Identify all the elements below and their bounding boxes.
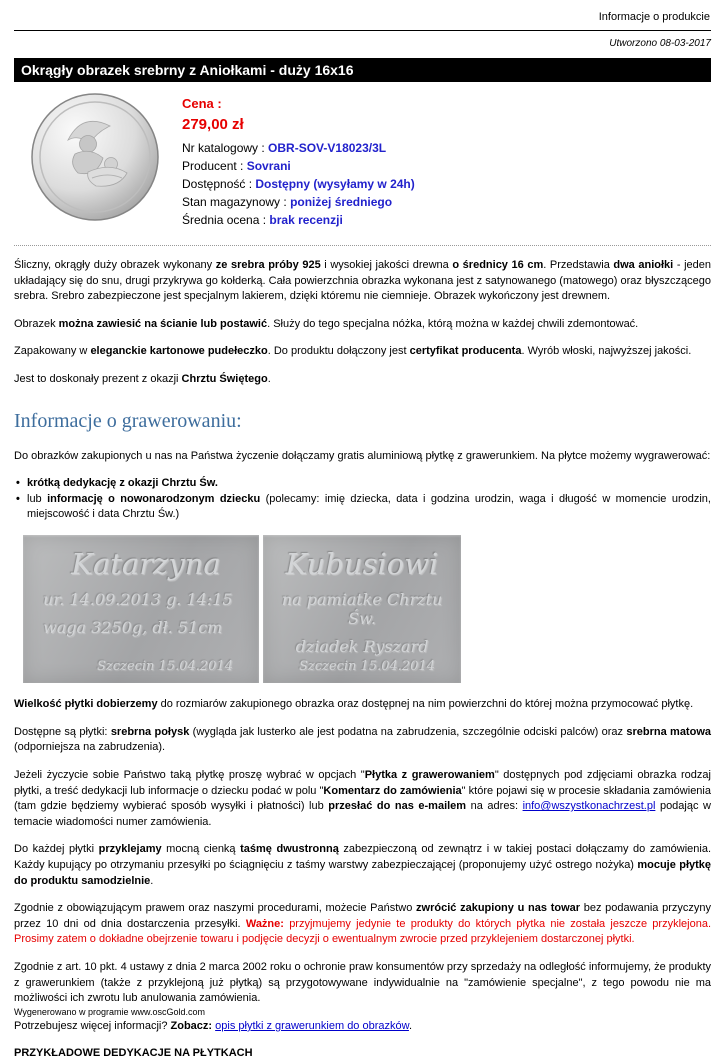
text-segment: Jest to doskonały prezent z okazji [14,373,182,386]
legal-paragraph [14,960,711,1007]
text-segment: można zawiesić na ścianie lub postawić [58,317,268,330]
text-segment: - jeden układający się do snu, drugi przykrywa go kołderką. Cała powierzchnia obrazka wykonana jest z satynowanego (matowego) oraz błyszczącego srebra. Srebro zabezpieczone jest specjalnym lakierem, dzięki któremu nie ciemnieje. Obrazek wykończony jest drewnem. [14,259,711,303]
text-segment: Dostępne są płytki: [14,725,111,738]
engraving-intro-paragraph [14,449,711,465]
text-segment: mocną cienką [161,843,241,856]
text-segment: Do obrazków zakupionych u nas na Państwa życzenie dołączamy gratis aluminiową płytkę z grawerunkiem. Na płytce możemy wygrawerować: [14,449,711,462]
text-segment: . [267,373,271,386]
engraving-options-list [14,476,711,523]
text-segment: srebrna matowa [626,725,711,738]
engraving-sample-plate-right [263,535,461,683]
created-date: Utworzono 08-03-2017 [609,38,711,49]
text-segment: (odporniejsza na zabrudzenia). [14,741,166,754]
text-segment: informację o nowonarodzonym dziecku [47,492,261,505]
ordering-instructions-paragraph [14,768,711,830]
text-segment: . Do produktu dołączony jest [267,345,410,358]
product-image [30,92,160,222]
text-segment: Zapakowany w [14,345,91,358]
dotted-divider [14,245,711,246]
text-segment: . [408,1019,413,1032]
field-average-rating [182,211,415,229]
email-link[interactable]: info@wszystkonachrzest.pl [522,800,656,813]
text-segment: (polecamy: imię dziecka, data i godzina urodzin, waga i długość w momencie urodzin, miejscowość i data Chrztu Św.) [27,492,711,521]
text-segment: Jeżeli życzycie sobie Państwo taką płytkę proszę wybrać w opcjach " [14,768,365,781]
text-segment: taśmę dwustronną [240,843,339,856]
price-label: Cena : [182,96,222,111]
field-catalog-number [182,139,415,157]
text-segment: o średnicy 16 cm [452,259,544,271]
plate-line: dziadek Ryszard [295,637,429,657]
text-segment: podając w temacie wiadomości numer zamówienia. [14,800,711,828]
text-segment: zabezpieczoną od zewnątrz i w takiej postaci dołączamy do zamówienia. Każdy kupujący po otrzymaniu przesyłki po ściągnięciu z taśmy warstwy zabezpieczającej (proponujemy użyć ostrego nożyka) [14,843,711,871]
text-segment: przyklejamy [98,843,162,856]
text-segment: mocuje płytkę do produktu samodzielnie [14,858,712,887]
description-paragraph [14,317,711,333]
more-info-paragraph [14,1019,711,1035]
plate-line: waga 3250g, dł. 51cm [43,618,223,638]
returns-paragraph [14,901,711,948]
text-segment: (wygląda jak lusterko ale jest podatna na zabrudzenia, szczególnie odciski palców) oraz [189,725,627,738]
product-details [182,92,415,229]
text-segment: zwrócić zakupiony u nas towar [416,902,581,915]
product-title-bar [14,58,711,82]
description-paragraph [14,372,711,388]
description-paragraph [14,344,711,360]
field-stock-level [182,193,415,211]
text-segment: ze srebra próby 925 [215,259,321,271]
text-segment: Komentarz do zamówienia [323,784,462,797]
text-segment: bez podawania przyczyny przez 10 dni od dnia dostarczenia przesyłki. [14,902,712,930]
text-segment: . Przedstawia [543,259,614,271]
description-paragraph [14,258,711,305]
text-segment: przyjmujemy jedynie te produkty do których płytka nie została jeszcze przyklejona. Prosimy zatem o dokładne obejrzenie towaru i podjęcie decyzji o ewentualnym zwrocie przed przyklejeniem dostarczonej płytki. [14,917,712,946]
plate-size-paragraph [14,697,711,713]
engraving-option-item [14,492,711,523]
header-divider [14,30,711,31]
field-value: Sovrani [246,159,291,173]
field-label: Stan magazynowy : [182,195,291,209]
text-segment: Śliczny, okrągły duży obrazek wykonany [14,259,216,271]
engraving-option-item [14,476,711,492]
generator-footer: Wygenerowano w programie www.oscGold.com [14,1007,205,1017]
text-segment: dwa aniołki [613,259,674,271]
field-value: Dostępny (wysyłamy w 24h) [255,177,415,191]
text-segment: Zgodnie z art. 10 pkt. 4 ustawy z dnia 2 marca 2002 roku o ochronie praw konsumentów przy sprzedaży na odległość informujemy, że produkty z grawerunkiem (także z przyklejoną już płytką) są przygotowywane indywidualnie na "zamówienie specjalne", z tego powodu nie ma możliwości ich zwrotu lub anulowania zamówienia. [14,961,711,1005]
silver-medallion-illustration [30,92,160,222]
plate-name: Katarzyna [71,547,221,582]
text-segment: Zgodnie z obowiązującym prawem oraz naszymi procedurami, możecie Państwo [14,902,417,915]
text-segment: lub [27,492,48,505]
text-segment: . [150,874,154,887]
text-segment: Ważne: [245,917,284,930]
text-segment: Chrztu Świętego [181,373,268,386]
text-segment: " dostępnych pod zdjęciami obrazka rodzaj płytki, a treść dedykacji lub informacje o dziecku podać w polu " [14,768,711,797]
text-segment: Potrzebujesz więcej informacji? [14,1019,171,1032]
field-value: brak recenzji [269,213,343,227]
tape-instructions-paragraph [14,842,711,889]
engraving-samples [23,535,711,683]
text-segment: i wysokiej jakości drewna [320,259,453,271]
text-segment: . Służy do tego specjalna nóżka, którą można w każdej chwili zdemontować. [267,317,639,330]
text-segment: do rozmiarów zakupionego obrazka oraz dostępnej na nim powierzchni do której można przymocować płytkę. [157,698,694,711]
text-segment: krótką dedykację z okazji Chrztu Św. [27,477,218,490]
plate-footer: Szczecin 15.04.2014 [299,659,435,675]
text-segment: na adres: [466,800,523,813]
field-label: Nr katalogowy : [182,141,269,155]
page-header-label: Informacje o produkcie [598,11,710,23]
text-segment: eleganckie kartonowe pudełeczko [90,345,268,358]
page-header [14,8,711,30]
field-label: Dostępność : [182,177,256,191]
text-segment: . Wyrób włoski, najwyższej jakości. [521,345,692,358]
plate-line: ur. 14.09.2013 g. 14:15 [43,590,233,610]
text-segment: Wielkość płytki dobierzemy [14,698,158,711]
field-value: poniżej średniego [290,195,393,209]
plate-line: na pamiatke Chrztu Św. [281,590,443,629]
product-summary [14,92,711,229]
field-value: OBR-SOV-V18023/3L [268,141,387,155]
field-availability [182,175,415,193]
sample-dedications-heading [14,1046,711,1062]
text-segment: " które pojawi się w procesie składania zamówienia (tam gdzie będziemy wybierać sposób wysyłki i płatności) lub [14,784,711,813]
text-segment: Zobacz: [170,1019,213,1032]
text-segment: przesłać do nas e-mailem [328,800,467,813]
plate-name: Kubusiowi [285,547,439,582]
text-segment: certyfikat producenta [409,345,522,358]
text-segment: Obrazek [14,317,59,330]
product-title: Okrągły obrazek srebrny z Aniołkami - duży 16x16 [21,62,354,78]
plate-footer: Szczecin 15.04.2014 [97,659,233,675]
field-label: Średnia ocena : [182,213,270,227]
engraving-sample-plate-left [23,535,259,683]
text-segment: Do każdej płytki [14,843,99,856]
plate-description-link[interactable]: opis płytki z grawerunkiem do obrazków [215,1019,409,1032]
text-segment: srebrna połysk [110,725,190,738]
field-producer [182,157,415,175]
plate-types-paragraph [14,725,711,756]
text-segment: Płytka z grawerowaniem [364,768,495,781]
field-label: Producent : [182,159,247,173]
price-value: 279,00 zł [182,115,244,133]
text-segment: PRZYKŁADOWE DEDYKACJE NA PŁYTKACH [14,1047,253,1060]
engraving-section-heading: Informacje o grawerowaniu: [14,409,242,432]
